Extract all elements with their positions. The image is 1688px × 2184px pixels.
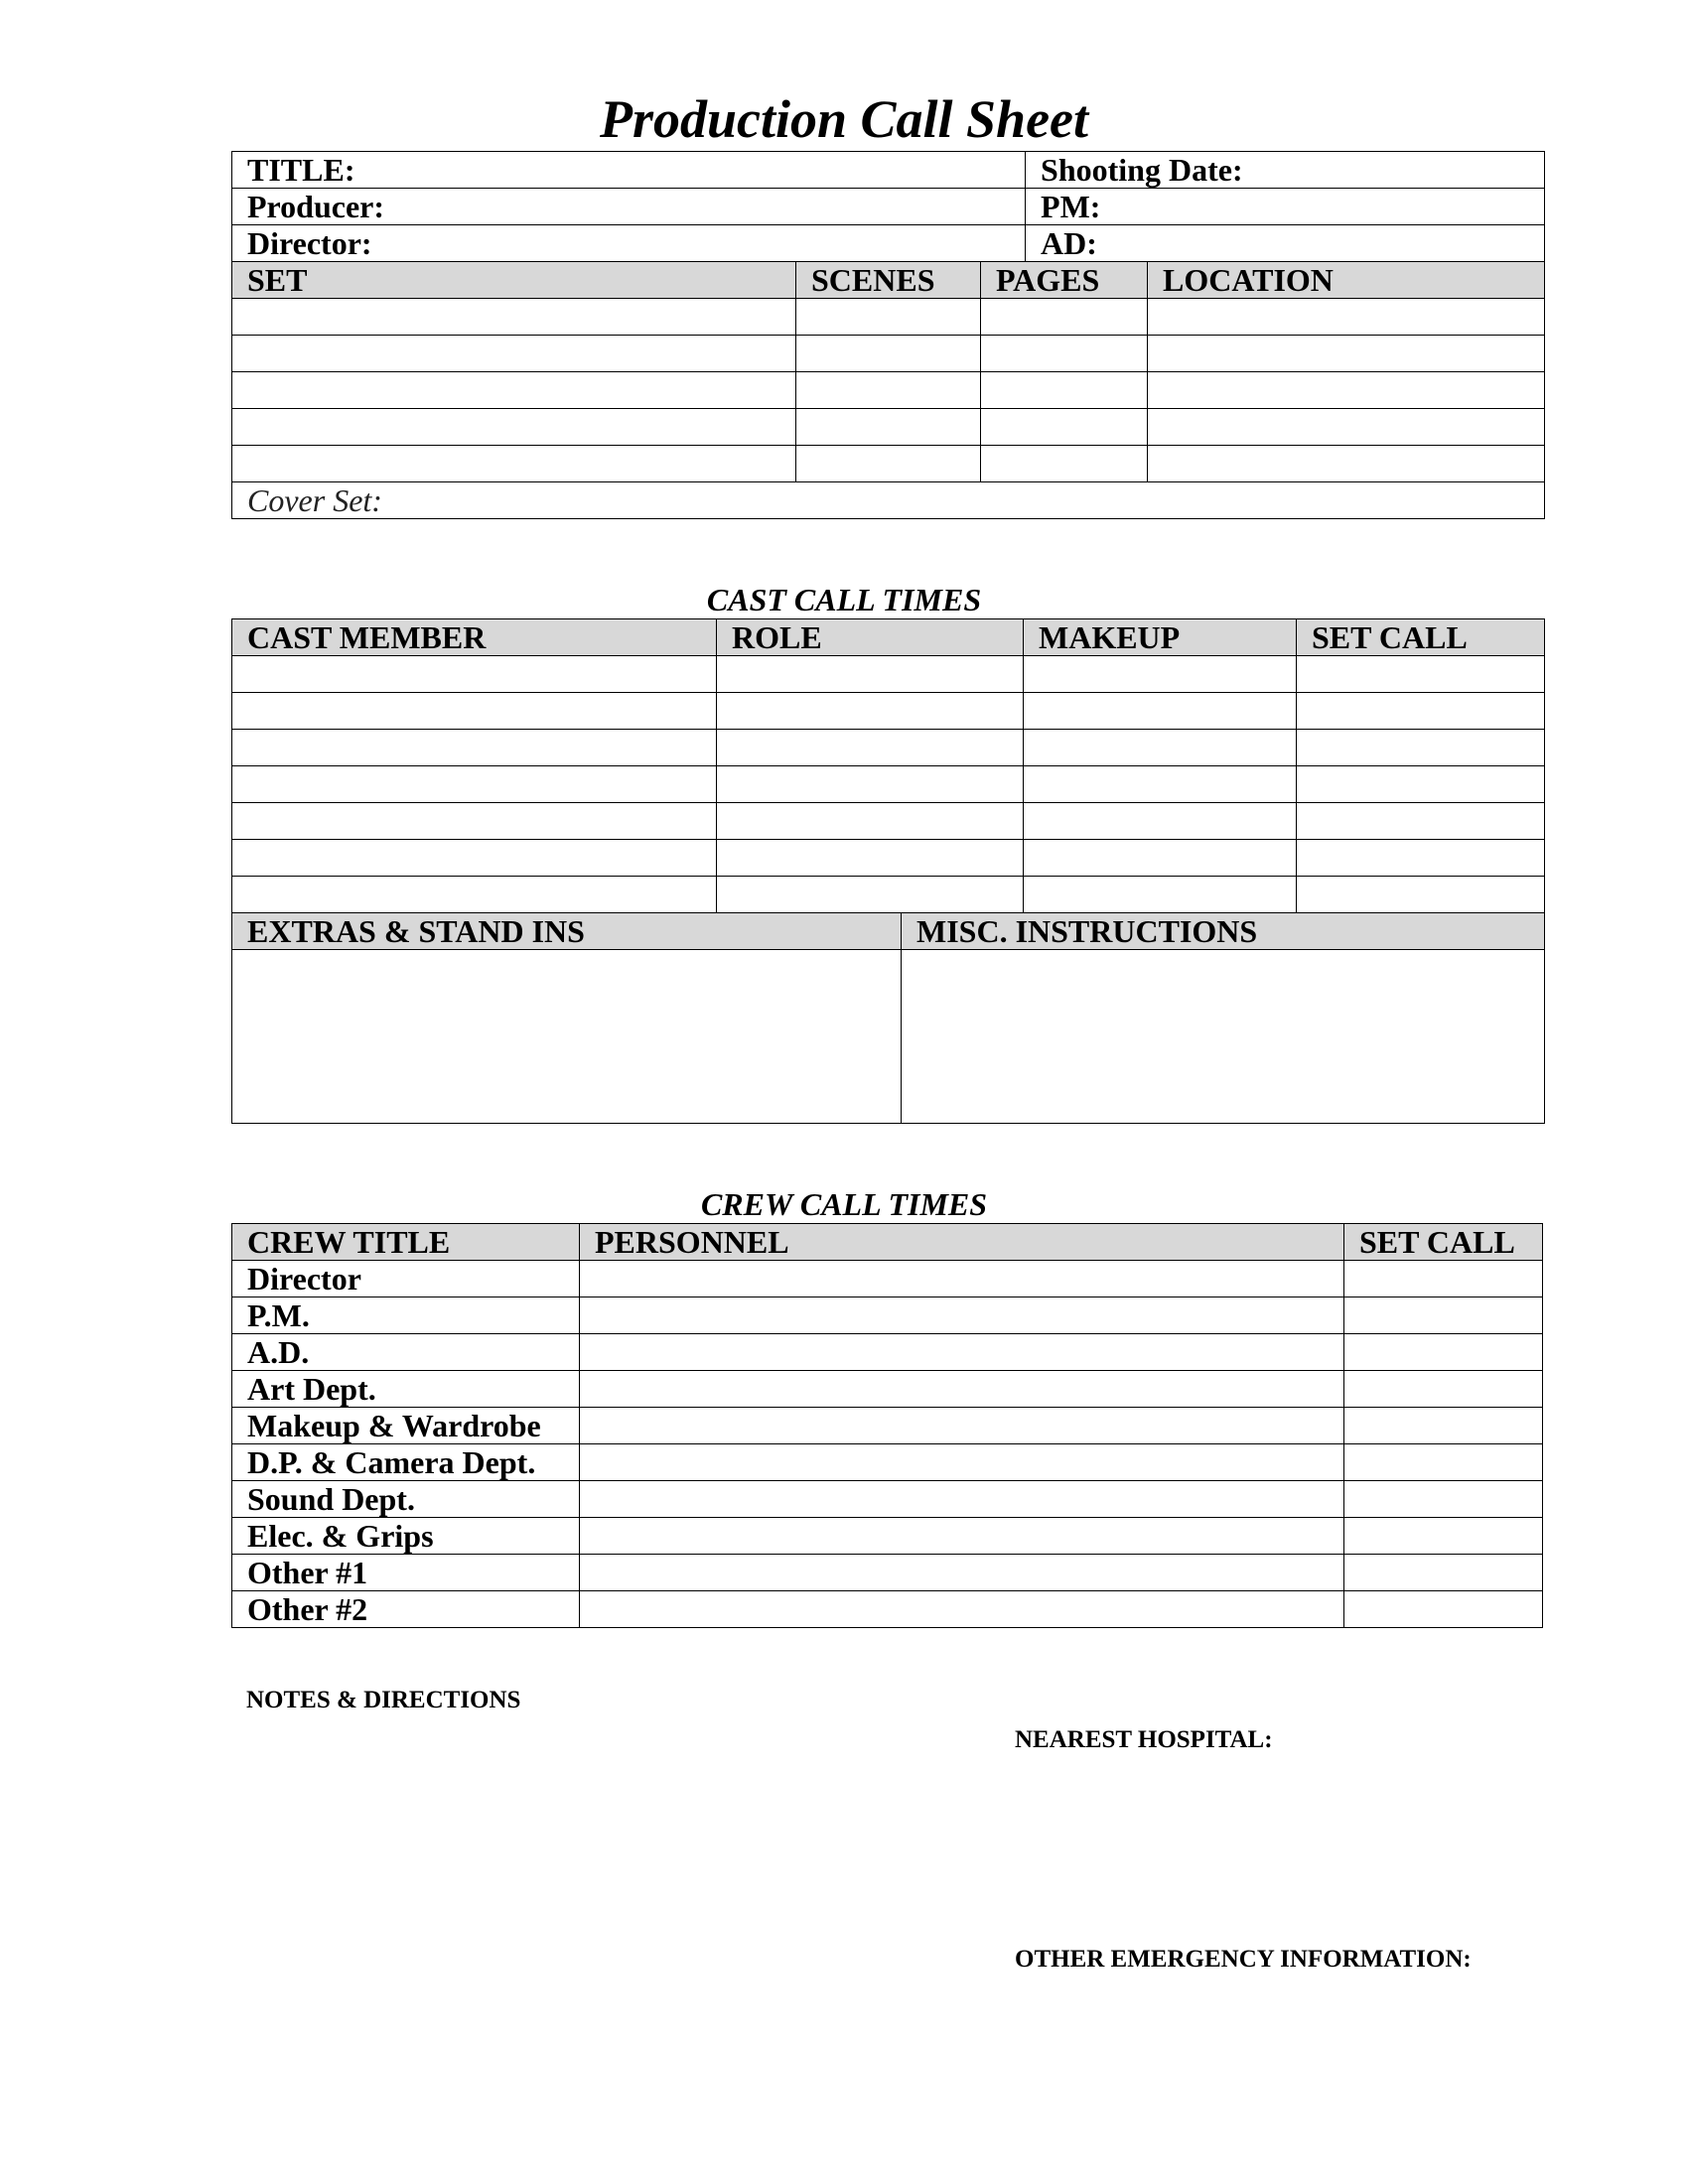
- cast-row: [232, 656, 1545, 693]
- nearest-hospital-label: NEAREST HOSPITAL:: [1015, 1726, 1273, 1753]
- cast-member-cell[interactable]: [232, 766, 717, 803]
- crew-title-cell: D.P. & Camera Dept.: [232, 1444, 580, 1481]
- scenes-cell[interactable]: [796, 446, 981, 482]
- scenes-cell[interactable]: [796, 336, 981, 372]
- location-cell[interactable]: [1148, 409, 1545, 446]
- producer-label: Producer:: [247, 189, 385, 224]
- pages-column-header: PAGES: [981, 262, 1148, 299]
- role-cell[interactable]: [717, 840, 1024, 877]
- crew-call-table: [231, 1223, 1543, 1628]
- crew-row: [232, 1591, 1543, 1628]
- crew-section-title: CREW CALL TIMES: [700, 1186, 988, 1222]
- location-cell[interactable]: [1148, 446, 1545, 482]
- personnel-cell[interactable]: [580, 1408, 1344, 1444]
- personnel-cell[interactable]: [580, 1481, 1344, 1518]
- page-title: Production Call Sheet: [599, 89, 1089, 149]
- set-cell[interactable]: [232, 372, 796, 409]
- production-info-table: [231, 151, 1545, 519]
- set-cell[interactable]: [232, 336, 796, 372]
- director-label: Director:: [247, 225, 372, 261]
- shooting-date-field[interactable]: [1026, 152, 1545, 189]
- crew-set-call-column-header: SET CALL: [1344, 1224, 1543, 1261]
- set-column-header: SET: [232, 262, 796, 299]
- cast-row: [232, 803, 1545, 840]
- crew-row: [232, 1408, 1543, 1444]
- producer-field[interactable]: [232, 189, 1026, 225]
- set-call-cell[interactable]: [1344, 1555, 1543, 1591]
- cast-member-cell[interactable]: [232, 693, 717, 730]
- title-label: TITLE:: [247, 152, 355, 188]
- role-cell[interactable]: [717, 693, 1024, 730]
- crew-row: [232, 1261, 1543, 1297]
- set-cell[interactable]: [232, 446, 796, 482]
- set-cell[interactable]: [232, 409, 796, 446]
- personnel-cell[interactable]: [580, 1518, 1344, 1555]
- crew-row: [232, 1481, 1543, 1518]
- crew-title-cell: Art Dept.: [232, 1371, 580, 1408]
- personnel-cell[interactable]: [580, 1261, 1344, 1297]
- crew-title-cell: Director: [232, 1261, 580, 1297]
- set-call-cell[interactable]: [1297, 730, 1545, 766]
- crew-title-cell: Elec. & Grips: [232, 1518, 580, 1555]
- cover-set-field[interactable]: [232, 482, 1545, 519]
- set-call-cell[interactable]: [1344, 1481, 1543, 1518]
- makeup-column-header: MAKEUP: [1024, 619, 1297, 656]
- crew-title-cell: Other #1: [232, 1555, 580, 1591]
- misc-instructions-header: MISC. INSTRUCTIONS: [902, 913, 1545, 950]
- personnel-cell[interactable]: [580, 1591, 1344, 1628]
- cast-row: [232, 730, 1545, 766]
- makeup-cell[interactable]: [1024, 840, 1297, 877]
- misc-instructions-area[interactable]: [902, 950, 1545, 1124]
- cast-call-table: [231, 618, 1545, 1124]
- personnel-cell[interactable]: [580, 1444, 1344, 1481]
- scenes-cell[interactable]: [796, 372, 981, 409]
- set-call-cell[interactable]: [1297, 803, 1545, 840]
- pages-cell[interactable]: [981, 336, 1148, 372]
- cover-set-label: Cover Set:: [247, 482, 382, 518]
- set-cell[interactable]: [232, 299, 796, 336]
- set-call-cell[interactable]: [1344, 1334, 1543, 1371]
- emergency-info-label: OTHER EMERGENCY INFORMATION:: [1015, 1946, 1472, 1973]
- makeup-cell[interactable]: [1024, 877, 1297, 913]
- crew-row: [232, 1518, 1543, 1555]
- pm-field[interactable]: [1026, 189, 1545, 225]
- cast-member-cell[interactable]: [232, 656, 717, 693]
- makeup-cell[interactable]: [1024, 693, 1297, 730]
- personnel-cell[interactable]: [580, 1371, 1344, 1408]
- ad-label: AD:: [1041, 225, 1097, 261]
- crew-title-cell: Other #2: [232, 1591, 580, 1628]
- cast-row: [232, 877, 1545, 913]
- crew-row: [232, 1444, 1543, 1481]
- director-field[interactable]: [232, 225, 1026, 262]
- set-call-cell[interactable]: [1344, 1444, 1543, 1481]
- location-column-header: LOCATION: [1148, 262, 1545, 299]
- role-cell[interactable]: [717, 766, 1024, 803]
- makeup-cell[interactable]: [1024, 730, 1297, 766]
- location-cell[interactable]: [1148, 372, 1545, 409]
- crew-title-cell: P.M.: [232, 1297, 580, 1334]
- set-call-column-header: SET CALL: [1297, 619, 1545, 656]
- role-cell[interactable]: [717, 730, 1024, 766]
- cast-member-cell[interactable]: [232, 840, 717, 877]
- role-column-header: ROLE: [717, 619, 1024, 656]
- crew-row: [232, 1297, 1543, 1334]
- extras-header: EXTRAS & STAND INS: [232, 913, 902, 950]
- cast-row: [232, 693, 1545, 730]
- set-call-cell[interactable]: [1297, 656, 1545, 693]
- set-call-cell[interactable]: [1297, 877, 1545, 913]
- scenes-cell[interactable]: [796, 299, 981, 336]
- personnel-cell[interactable]: [580, 1334, 1344, 1371]
- scenes-cell[interactable]: [796, 409, 981, 446]
- location-cell[interactable]: [1148, 299, 1545, 336]
- cast-row: [232, 766, 1545, 803]
- ad-field[interactable]: [1026, 225, 1545, 262]
- set-row: [232, 336, 1545, 372]
- crew-row: [232, 1334, 1543, 1371]
- makeup-cell[interactable]: [1024, 803, 1297, 840]
- cast-member-cell[interactable]: [232, 803, 717, 840]
- personnel-column-header: PERSONNEL: [580, 1224, 1344, 1261]
- title-field[interactable]: [232, 152, 1026, 189]
- crew-title-column-header: CREW TITLE: [232, 1224, 580, 1261]
- cast-row: [232, 840, 1545, 877]
- cast-member-column-header: CAST MEMBER: [232, 619, 717, 656]
- crew-row: [232, 1555, 1543, 1591]
- cast-member-cell[interactable]: [232, 877, 717, 913]
- role-cell[interactable]: [717, 877, 1024, 913]
- scenes-column-header: SCENES: [796, 262, 981, 299]
- set-call-cell[interactable]: [1344, 1371, 1543, 1408]
- crew-title-cell: Sound Dept.: [232, 1481, 580, 1518]
- set-call-cell[interactable]: [1344, 1261, 1543, 1297]
- cast-section-title: CAST CALL TIMES: [706, 582, 982, 617]
- set-call-cell[interactable]: [1344, 1518, 1543, 1555]
- set-call-cell[interactable]: [1297, 766, 1545, 803]
- role-cell[interactable]: [717, 803, 1024, 840]
- makeup-cell[interactable]: [1024, 656, 1297, 693]
- location-cell[interactable]: [1148, 336, 1545, 372]
- crew-title-cell: Makeup & Wardrobe: [232, 1408, 580, 1444]
- crew-row: [232, 1371, 1543, 1408]
- set-call-cell[interactable]: [1344, 1408, 1543, 1444]
- set-call-cell[interactable]: [1344, 1297, 1543, 1334]
- set-call-cell[interactable]: [1297, 693, 1545, 730]
- crew-title-cell: A.D.: [232, 1334, 580, 1371]
- shooting-date-label: Shooting Date:: [1041, 152, 1243, 188]
- extras-area[interactable]: [232, 950, 902, 1124]
- pages-cell[interactable]: [981, 372, 1148, 409]
- pages-cell[interactable]: [981, 409, 1148, 446]
- notes-directions-label: NOTES & DIRECTIONS: [246, 1687, 521, 1713]
- personnel-cell[interactable]: [580, 1555, 1344, 1591]
- personnel-cell[interactable]: [580, 1297, 1344, 1334]
- pages-cell[interactable]: [981, 299, 1148, 336]
- set-row: [232, 372, 1545, 409]
- cast-member-cell[interactable]: [232, 730, 717, 766]
- makeup-cell[interactable]: [1024, 766, 1297, 803]
- role-cell[interactable]: [717, 656, 1024, 693]
- set-row: [232, 446, 1545, 482]
- pm-label: PM:: [1041, 189, 1101, 224]
- pages-cell[interactable]: [981, 446, 1148, 482]
- set-row: [232, 299, 1545, 336]
- set-call-cell[interactable]: [1297, 840, 1545, 877]
- set-call-cell[interactable]: [1344, 1591, 1543, 1628]
- set-row: [232, 409, 1545, 446]
